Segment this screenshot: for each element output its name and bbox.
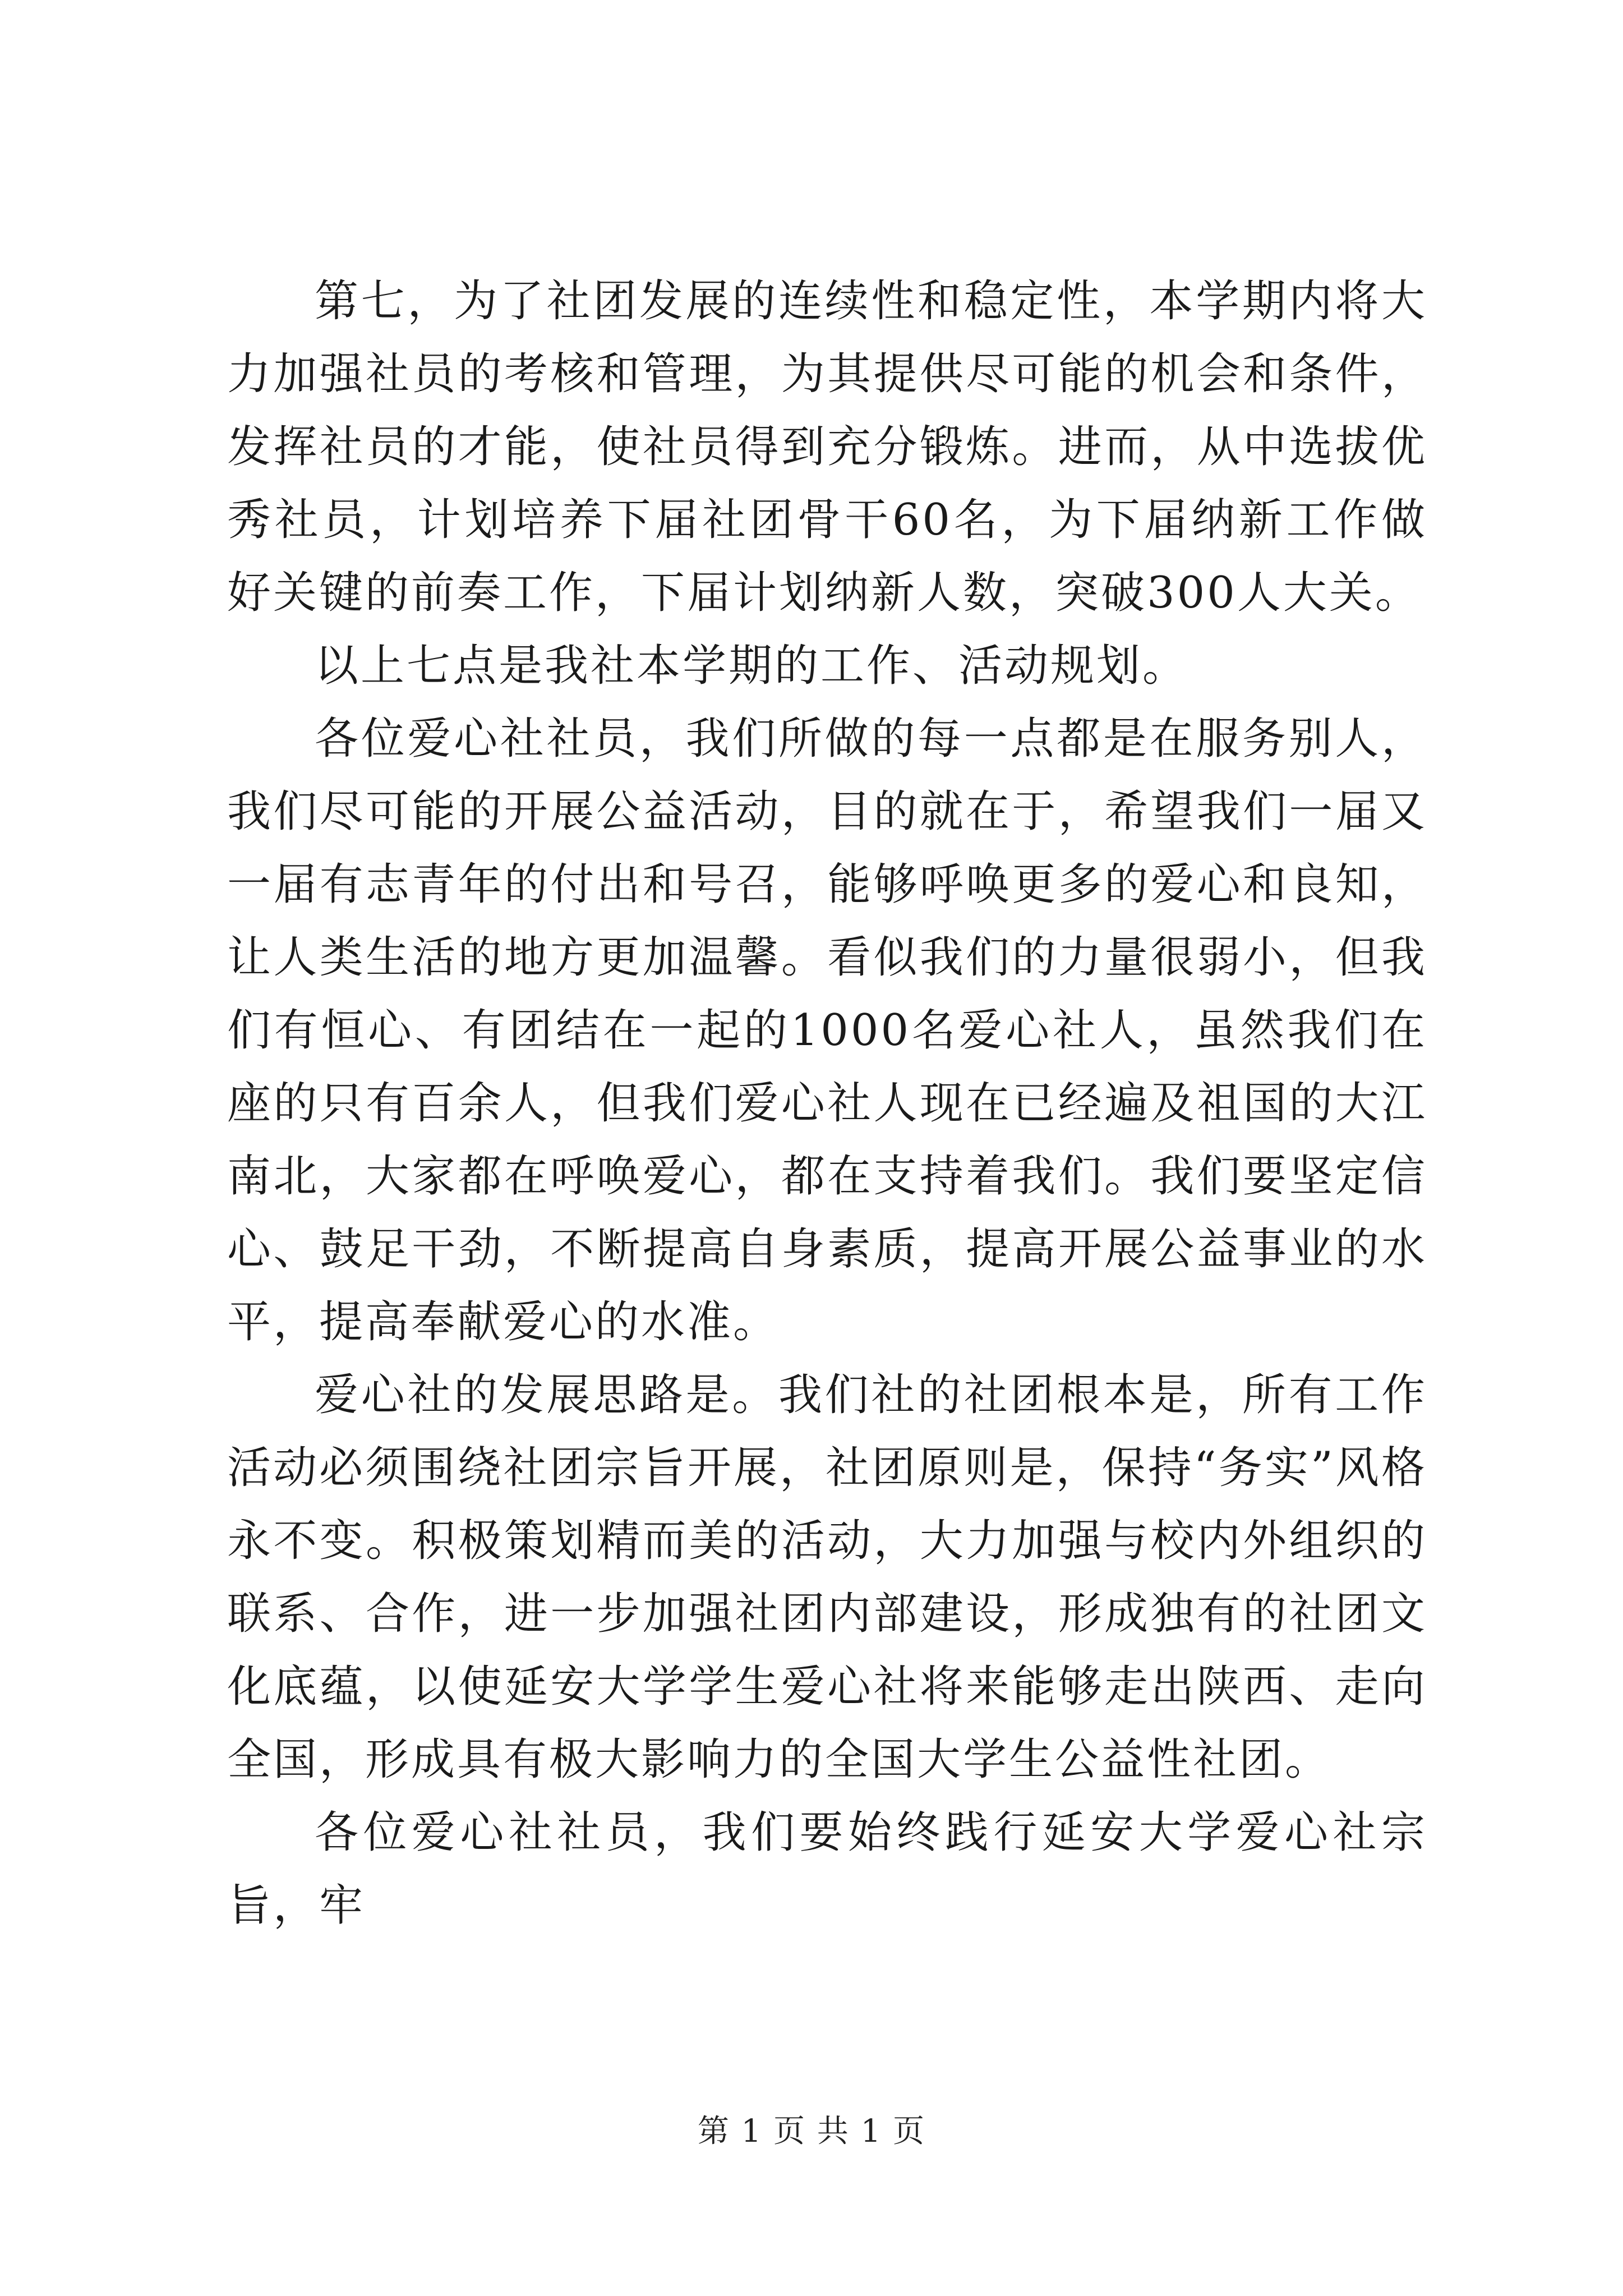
paragraph-4: 爱心社的发展思路是。我们社的社团根本是，所有工作活动必须围绕社团宗旨开展，社团原则是，保持“务实”风格永不变。积极策划精而美的活动，大力加强与校内外组织的联系、合作，进一步加强社团内部建设，形成独有的社团文化底蕴，以使延安大学学生爱心社将来能够走出陕西、走向全国，形成具有极大影响力的全国大学生公益性社团。 (227, 1370, 1427, 1785)
document-body (227, 265, 1427, 1942)
paragraph-2: 以上七点是我社本学期的工作、活动规划。 (315, 641, 1189, 691)
paragraph-1: 第七，为了社团发展的连续性和稳定性，本学期内将大力加强社员的考核和管理，为其提供尽可能的机会和条件，发挥社员的才能，使社员得到充分锻炼。进而，从中选拔优秀社员，计划培养下届社团骨干60名，为下届纳新工作做好关键的前奏工作，下届计划纳新人数，突破300人大关。 (227, 276, 1427, 618)
paragraph-5: 各位爱心社社员，我们要始终践行延安大学爱心社宗旨，牢 (227, 1807, 1427, 1931)
page-footer: 第 1 页 共 1 页 (697, 2113, 926, 2150)
paragraph-3: 各位爱心社社员，我们所做的每一点都是在服务别人，我们尽可能的开展公益活动，目的就在于，希望我们一届又一届有志青年的付出和号召，能够呼唤更多的爱心和良知，让人类生活的地方更加温馨。看似我们的力量很弱小，但我们有恒心、有团结在一起的1000名爱心社人，虽然我们在座的只有百余人，但我们爱心社人现在已经遍及祖国的大江南北，大家都在呼唤爱心，都在支持着我们。我们要坚定信心、鼓足干劲，不断提高自身素质，提高开展公益事业的水平，提高奉献爱心的水准。 (227, 714, 1427, 1347)
